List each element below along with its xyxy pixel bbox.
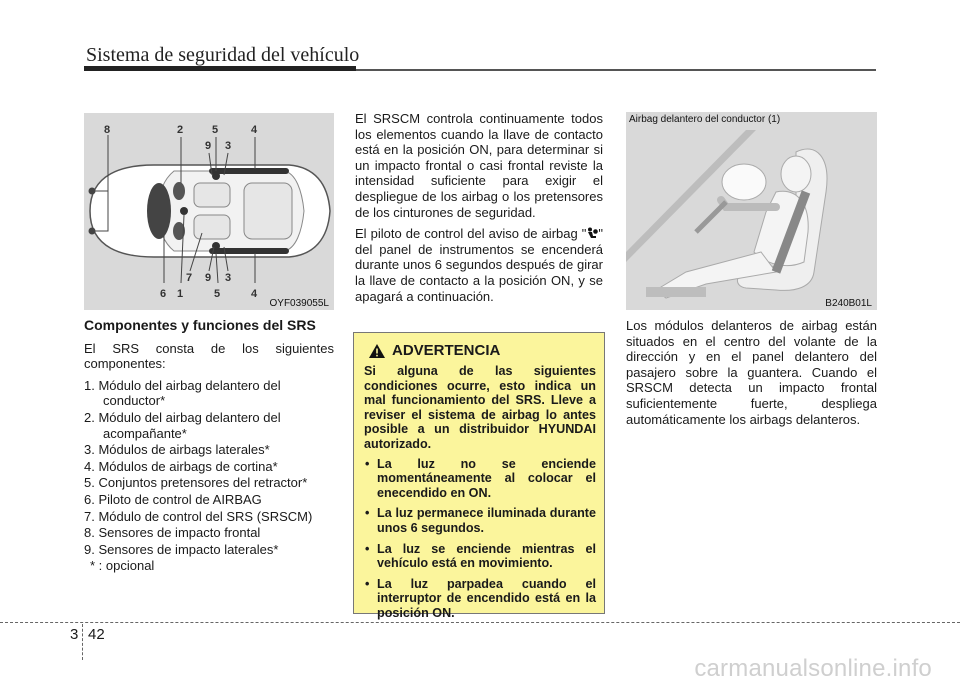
srscm-paragraph: El SRSCM controla continuamente todos los elementos cuando la llave de contacto está en la posición ON, para determinar si un impacto frontal o casi frontal reviste la intensidad suficiente para exigir el despliegue de los airbag o los pretensores de los cinturones de seguridad. [355,111,603,220]
header-rule-thick [84,66,356,71]
driver-airbag-figure [626,112,877,310]
warning-triangle-icon [368,343,386,359]
components-list [84,378,334,558]
figure-num-3-top: 3 [225,140,232,152]
optional-note: * : opcional [90,558,155,574]
figure-num-5-top: 5 [212,124,219,136]
warning-light-paragraph [355,226,603,304]
figure-num-9-bottom: 9 [205,272,212,284]
list-item: 3. Módulos de airbags laterales* [84,442,270,458]
list-item: 8. Sensores de impacto frontal [84,525,261,541]
paragraph-text-pre: El piloto de control del aviso de airbag " [355,226,587,242]
page-header-title: Sistema de seguridad del vehículo [86,44,360,66]
srs-components-figure [84,113,334,310]
figure-num-7: 7 [186,272,193,284]
page-number: 42 [88,626,105,643]
warning-bullet: • La luz permanece iluminada durante unos 6 segundos. [364,506,596,535]
figure-num-4-top: 4 [251,124,258,136]
watermark: carmanualsonline.info [694,655,932,682]
header-rule-thin [356,69,876,71]
right-column [626,318,877,433]
list-item: 9. Sensores de impacto laterales* [84,541,279,557]
warning-header [368,343,596,359]
warning-bullet: • La luz parpadea cuando el interruptor de encendido está en la posición ON. [364,577,596,621]
paragraph-text-post: " del panel de instrumentos se encenderá durante unos 6 segundos después de girar la llave de contacto a la posición ON, y se apagará a continuación. [355,226,603,304]
list-item: 2. Módulo del airbag delantero del acompañante* [84,409,281,441]
page-number-separator [82,624,83,660]
figure-num-4-bottom: 4 [251,288,258,300]
figure-num-9-top: 9 [205,140,212,152]
warning-intro: Si alguna de las siguientes condiciones ocurre, esto indica un mal funcionamiento del SRS. Lleve a reviser el sistema de airbag lo antes posible a un distribuidor HYUNDAI autorizado. [364,364,596,451]
car-top-view-illustration [84,113,334,310]
driver-airbag-illustration [626,112,877,310]
list-item: 5. Conjuntos pretensores del retractor* [84,475,308,491]
figure-num-6: 6 [160,288,167,300]
figure-code: OYF039055L [269,298,329,309]
list-item: 7. Módulo de control del SRS (SRSCM) [84,508,313,524]
left-column [84,318,334,574]
figure-num-8: 8 [104,124,111,136]
figure-num-3-bottom: 3 [225,272,232,284]
warning-box [353,332,605,620]
figure-num-5-bottom: 5 [214,288,221,300]
section-heading: Componentes y funciones del SRS [84,317,316,333]
intro-text: El SRS consta de los siguientes componentes: [84,340,334,372]
middle-column [355,111,603,310]
figure-caption: Airbag delantero del conductor (1) [629,114,781,125]
footer-rule [0,622,960,623]
warning-bullet: • La luz no se enciende momentáneamente al colocar el enecendido en ON. [364,457,596,501]
list-item: 6. Piloto de control de AIRBAG [84,491,262,507]
warning-title: ADVERTENCIA [392,341,501,359]
figure-code: B240B01L [825,298,872,309]
warning-bullets [364,457,596,621]
airbag-warning-icon [586,227,598,240]
warning-bullet: • La luz se enciende mientras el vehículo está en movimiento. [364,542,596,571]
front-airbag-paragraph: Los módulos delanteros de airbag están situados en el centro del volante de la dirección y en el panel delantero del pasajero sobre la guantera. Cuando el SRSCM detecta un impacto frontal suficientemente fuerte, despliega automáticamente los airbags delanteros. [626,318,877,427]
list-item: 4. Módulos de airbags de cortina* [84,458,278,474]
figure-num-2: 2 [177,124,184,136]
section-number: 3 [70,626,79,643]
list-item: 1. Módulo del airbag delantero del conductor* [84,377,281,409]
figure-num-1: 1 [177,288,184,300]
